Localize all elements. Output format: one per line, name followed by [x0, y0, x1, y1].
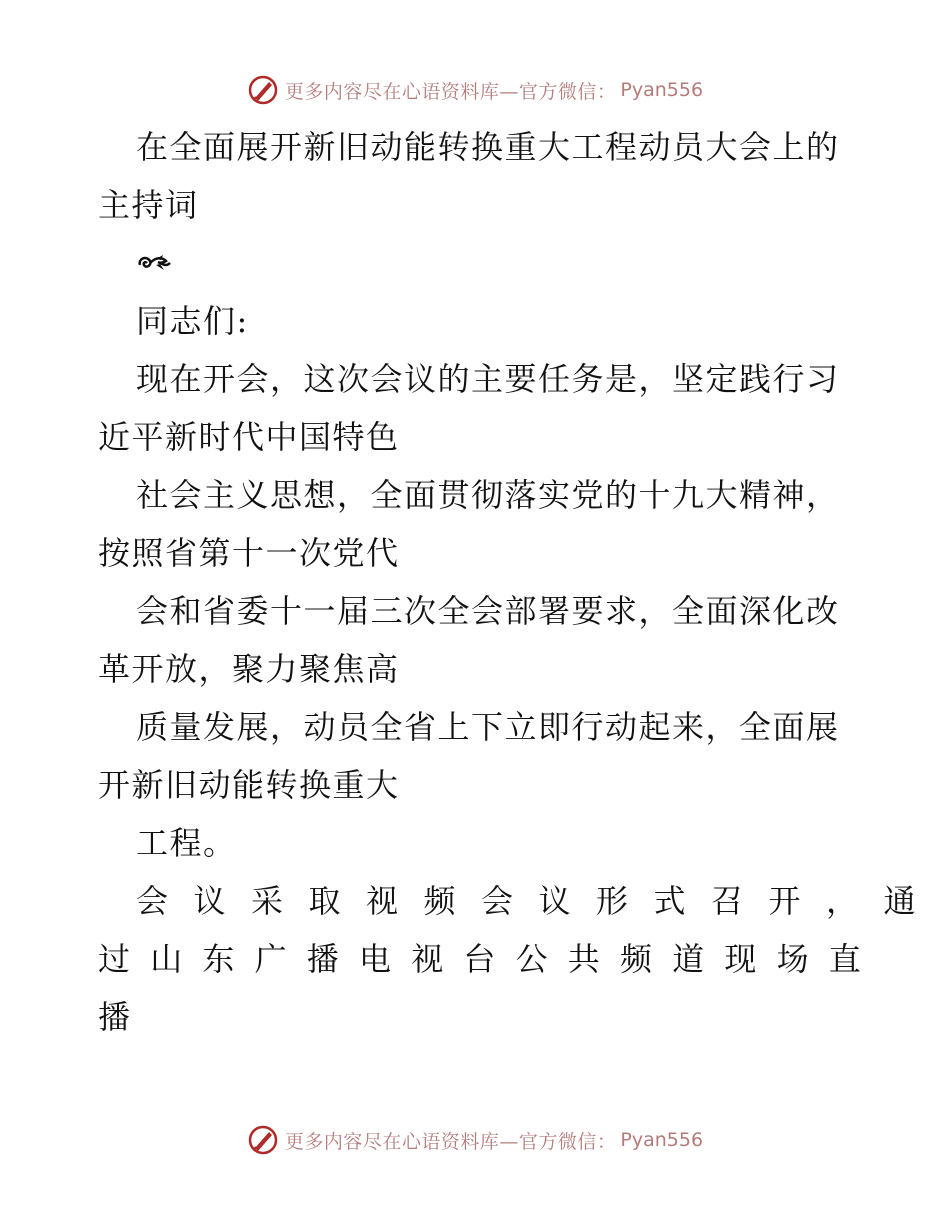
paragraph-2-line-2: 按照省第十一次党代: [98, 534, 400, 572]
ornament: [98, 234, 850, 292]
ornament-icon: [136, 251, 174, 275]
banner-text: 更多内容尽在心语资料库—官方微信：: [284, 1130, 617, 1153]
paragraph-1-line-1: 现在开会，这次会议的主要任务是，坚定践行习: [136, 360, 840, 398]
pen-logo-icon: [247, 1124, 279, 1156]
paragraph-3-line-1: 会和省委十一届三次全会部署要求，全面深化改: [136, 592, 840, 630]
paragraph-6-line-3: 播: [98, 998, 132, 1036]
pen-logo-icon: [247, 74, 279, 106]
paragraph-4-line-2: 开新旧动能转换重大: [98, 766, 400, 804]
footer-banner: [0, 1120, 950, 1160]
salutation: 同志们:: [136, 302, 249, 340]
title-line-1: 在全面展开新旧动能转换重大工程动员大会上的: [136, 128, 840, 166]
document-body: [98, 118, 942, 1046]
paragraph-1-line-2: 近平新时代中国特色: [98, 418, 400, 456]
paragraph-3-line-2: 革开放，聚力聚焦高: [98, 650, 400, 688]
paragraph-6-line-1: 会议采取视频会议形式召开，通: [136, 882, 942, 920]
banner-wechat-id: Pyan556: [620, 1129, 704, 1151]
paragraph-6-line-2: 过山东广播电视台公共频道现场直: [98, 940, 882, 978]
paragraph-5: 工程。: [136, 824, 237, 862]
paragraph-2-line-1: 社会主义思想，全面贯彻落实党的十九大精神，: [136, 476, 840, 514]
paragraph-4-line-1: 质量发展，动员全省上下立即行动起来，全面展: [136, 708, 840, 746]
title-line-2: 主持词: [98, 186, 199, 224]
banner-text: 更多内容尽在心语资料库—官方微信：: [284, 80, 617, 103]
header-banner: [0, 70, 950, 110]
banner-wechat-id: Pyan556: [620, 79, 704, 101]
